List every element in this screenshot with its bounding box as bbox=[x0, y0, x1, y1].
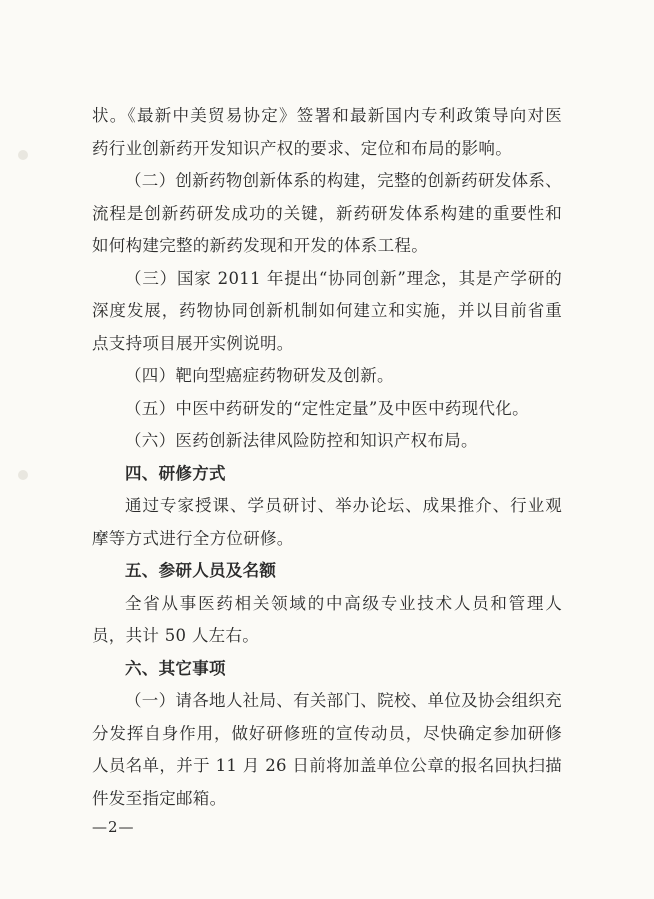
paragraph-line: 摩等方式进行全方位研修。 bbox=[92, 528, 294, 548]
section-heading-study-method: 四、研修方式 bbox=[125, 463, 226, 483]
paragraph-line: 点支持项目展开实例说明。 bbox=[92, 333, 294, 353]
paragraph-line: 深度发展，药物协同创新机制如何建立和实施，并以目前省重 bbox=[92, 301, 562, 320]
paragraph-line: 流程是创新药研发成功的关键，新药研发体系构建的重要性和 bbox=[92, 203, 562, 223]
section-heading-other-matters: 六、其它事项 bbox=[125, 658, 226, 678]
paragraph-line: 通过专家授课、学员研讨、举办论坛、成果推介、行业观 bbox=[125, 496, 562, 515]
paragraph-line: 全省从事医药相关领域的中高级专业技术人员和管理人 bbox=[125, 593, 562, 613]
section-heading-participants: 五、参研人员及名额 bbox=[125, 561, 277, 580]
paragraph-line: （二）创新药物创新体系的构建，完整的创新药研发体系、 bbox=[125, 171, 562, 190]
punch-hole-mark bbox=[18, 150, 28, 160]
paragraph-line: 状。《最新中美贸易协定》签署和最新国内专利政策导向对医 bbox=[92, 106, 562, 125]
paragraph-line: 药行业创新药开发知识产权的要求、定位和布局的影响。 bbox=[92, 138, 512, 158]
paragraph-line: （三）国家 2011 年提出“协同创新”理念，其是产学研的 bbox=[125, 268, 562, 288]
paragraph-line: 人员名单，并于 11 月 26 日前将加盖单位公章的报名回执扫描 bbox=[92, 756, 562, 775]
paragraph-line: （五）中医中药研发的“定性定量”及中医中药现代化。 bbox=[125, 398, 529, 418]
paragraph-line: （一）请各地人社局、有关部门、院校、单位及协会组织充 bbox=[125, 691, 562, 710]
paragraph-line: （四）靶向型癌症药物研发及创新。 bbox=[125, 366, 394, 385]
paragraph-line: 件发至指定邮箱。 bbox=[92, 788, 227, 808]
paragraph-line: 员，共计 50 人左右。 bbox=[92, 626, 260, 645]
document-body bbox=[92, 100, 562, 815]
paragraph-line: 分发挥自身作用，做好研修班的宣传动员，尽快确定参加研修 bbox=[92, 723, 562, 743]
punch-hole-mark bbox=[18, 470, 28, 480]
paragraph-line: 如何构建完整的新药发现和开发的体系工程。 bbox=[92, 236, 428, 255]
page-number: —2— bbox=[92, 818, 135, 836]
paragraph-line: （六）医药创新法律风险防控和知识产权布局。 bbox=[125, 431, 478, 450]
